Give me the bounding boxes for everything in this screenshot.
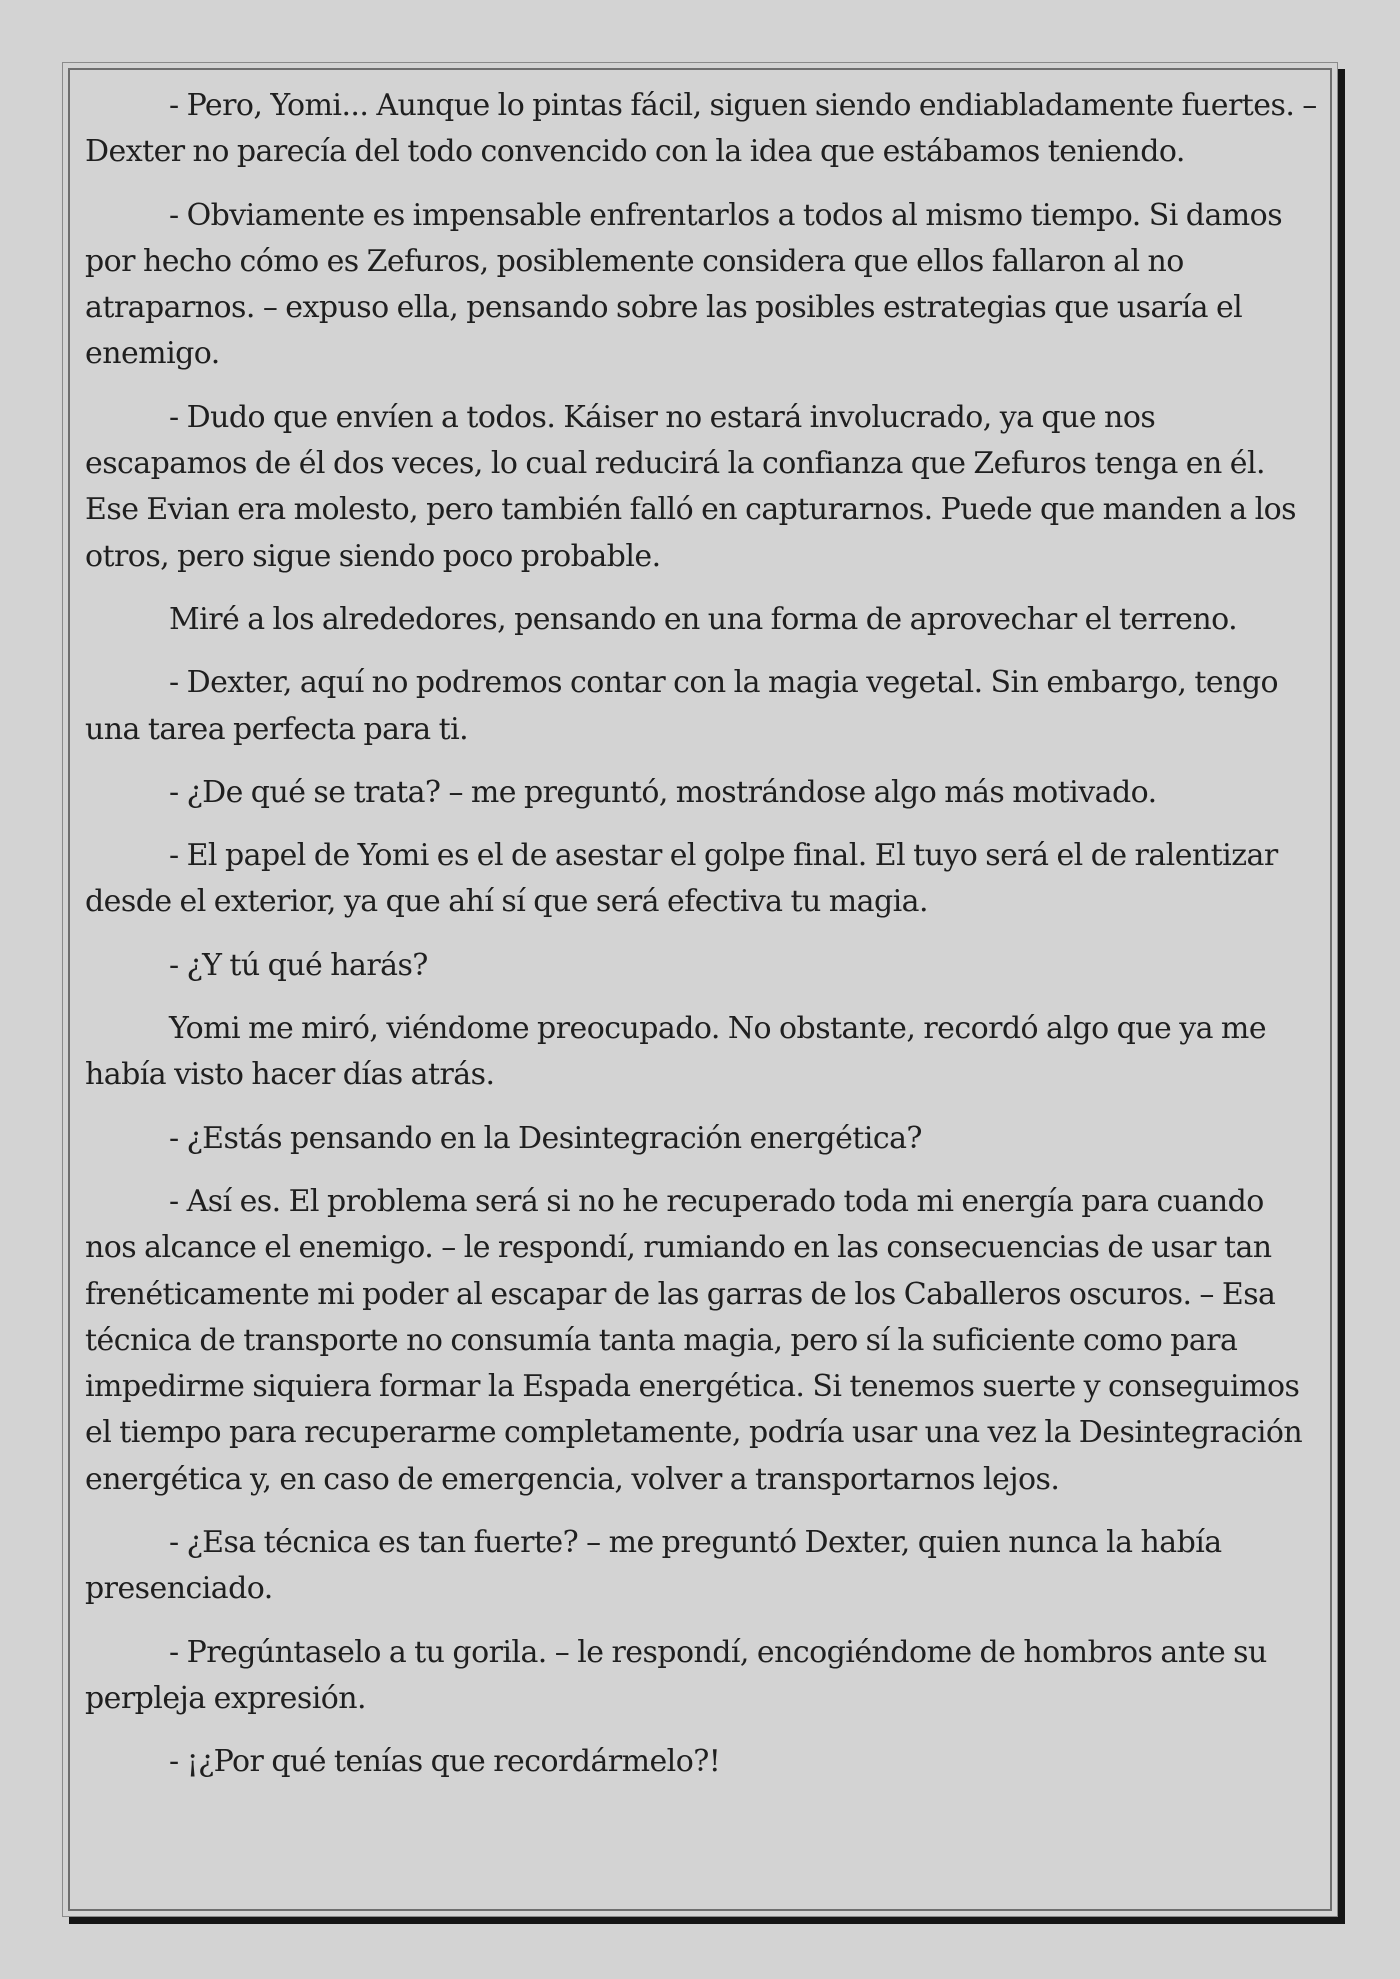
paragraph-12: - ¿Esa técnica es tan fuerte? – me preguntó Dexter, quien nunca la había presenciado. [85,1525,1222,1607]
paragraph-6: - ¿De qué se trata? – me preguntó, mostrándose algo más motivado. [169,774,1157,810]
document-body [85,83,1317,1803]
paragraph-1: - Pero, Yomi... Aunque lo pintas fácil, siguen siendo endiabladamente fuertes. – Dexter no parecía del todo convencido con la idea que estábamos teniendo. [85,88,1317,170]
page-frame [62,62,1338,1917]
paragraph-10: - ¿Estás pensando en la Desintegración energética? [169,1120,922,1156]
paragraph-8: - ¿Y tú qué harás? [169,947,428,983]
paragraph-11: - Así es. El problema será si no he recuperado toda mi energía para cuando nos alcance el enemigo. – le respondí, rumiando en las consecuencias de usar tan frenéticamente mi poder al escapar de las garras de los Caballeros oscuros. – Esa técnica de transporte no consumía tanta magia, pero sí la suficiente como para impedirme siquiera formar la Espada energética. Si tenemos suerte y conseguimos el tiempo para recuperarme completamente, podría usar una vez la Desintegración energética y, en caso de emergencia, volver a transportarnos lejos. [85,1183,1303,1497]
paragraph-3: - Dudo que envíen a todos. Káiser no estará involucrado, ya que nos escapamos de él dos veces, lo cual reducirá la confianza que Zefuros tenga en él. Ese Evian era molesto, pero también falló en capturarnos. Puede que manden a los otros, pero sigue siendo poco probable. [85,399,1297,574]
paragraph-7: - El papel de Yomi es el de asestar el golpe final. El tuyo será el de ralentizar desde el exterior, ya que ahí sí que será efectiva tu magia. [85,838,1278,920]
paragraph-9: Yomi me miró, viéndome preocupado. No obstante, recordó algo que ya me había visto hacer días atrás. [85,1011,1267,1093]
paragraph-5: - Dexter, aquí no podremos contar con la magia vegetal. Sin embargo, tengo una tarea perfecta para ti. [85,665,1279,747]
paragraph-2: - Obviamente es impensable enfrentarlos a todos al mismo tiempo. Si damos por hecho cómo es Zefuros, posiblemente considera que ellos fallaron al no atraparnos. – expuso ella, pensando sobre las posibles estrategias que usaría el enemigo. [85,197,1283,372]
paragraph-4: Miré a los alrededores, pensando en una forma de aprovechar el terreno. [169,601,1238,637]
paragraph-13: - Pregúntaselo a tu gorila. – le respondí, encogiéndome de hombros ante su perpleja expresión. [85,1634,1267,1716]
paragraph-14: - ¡¿Por qué tenías que recordármelo?! [169,1744,721,1780]
